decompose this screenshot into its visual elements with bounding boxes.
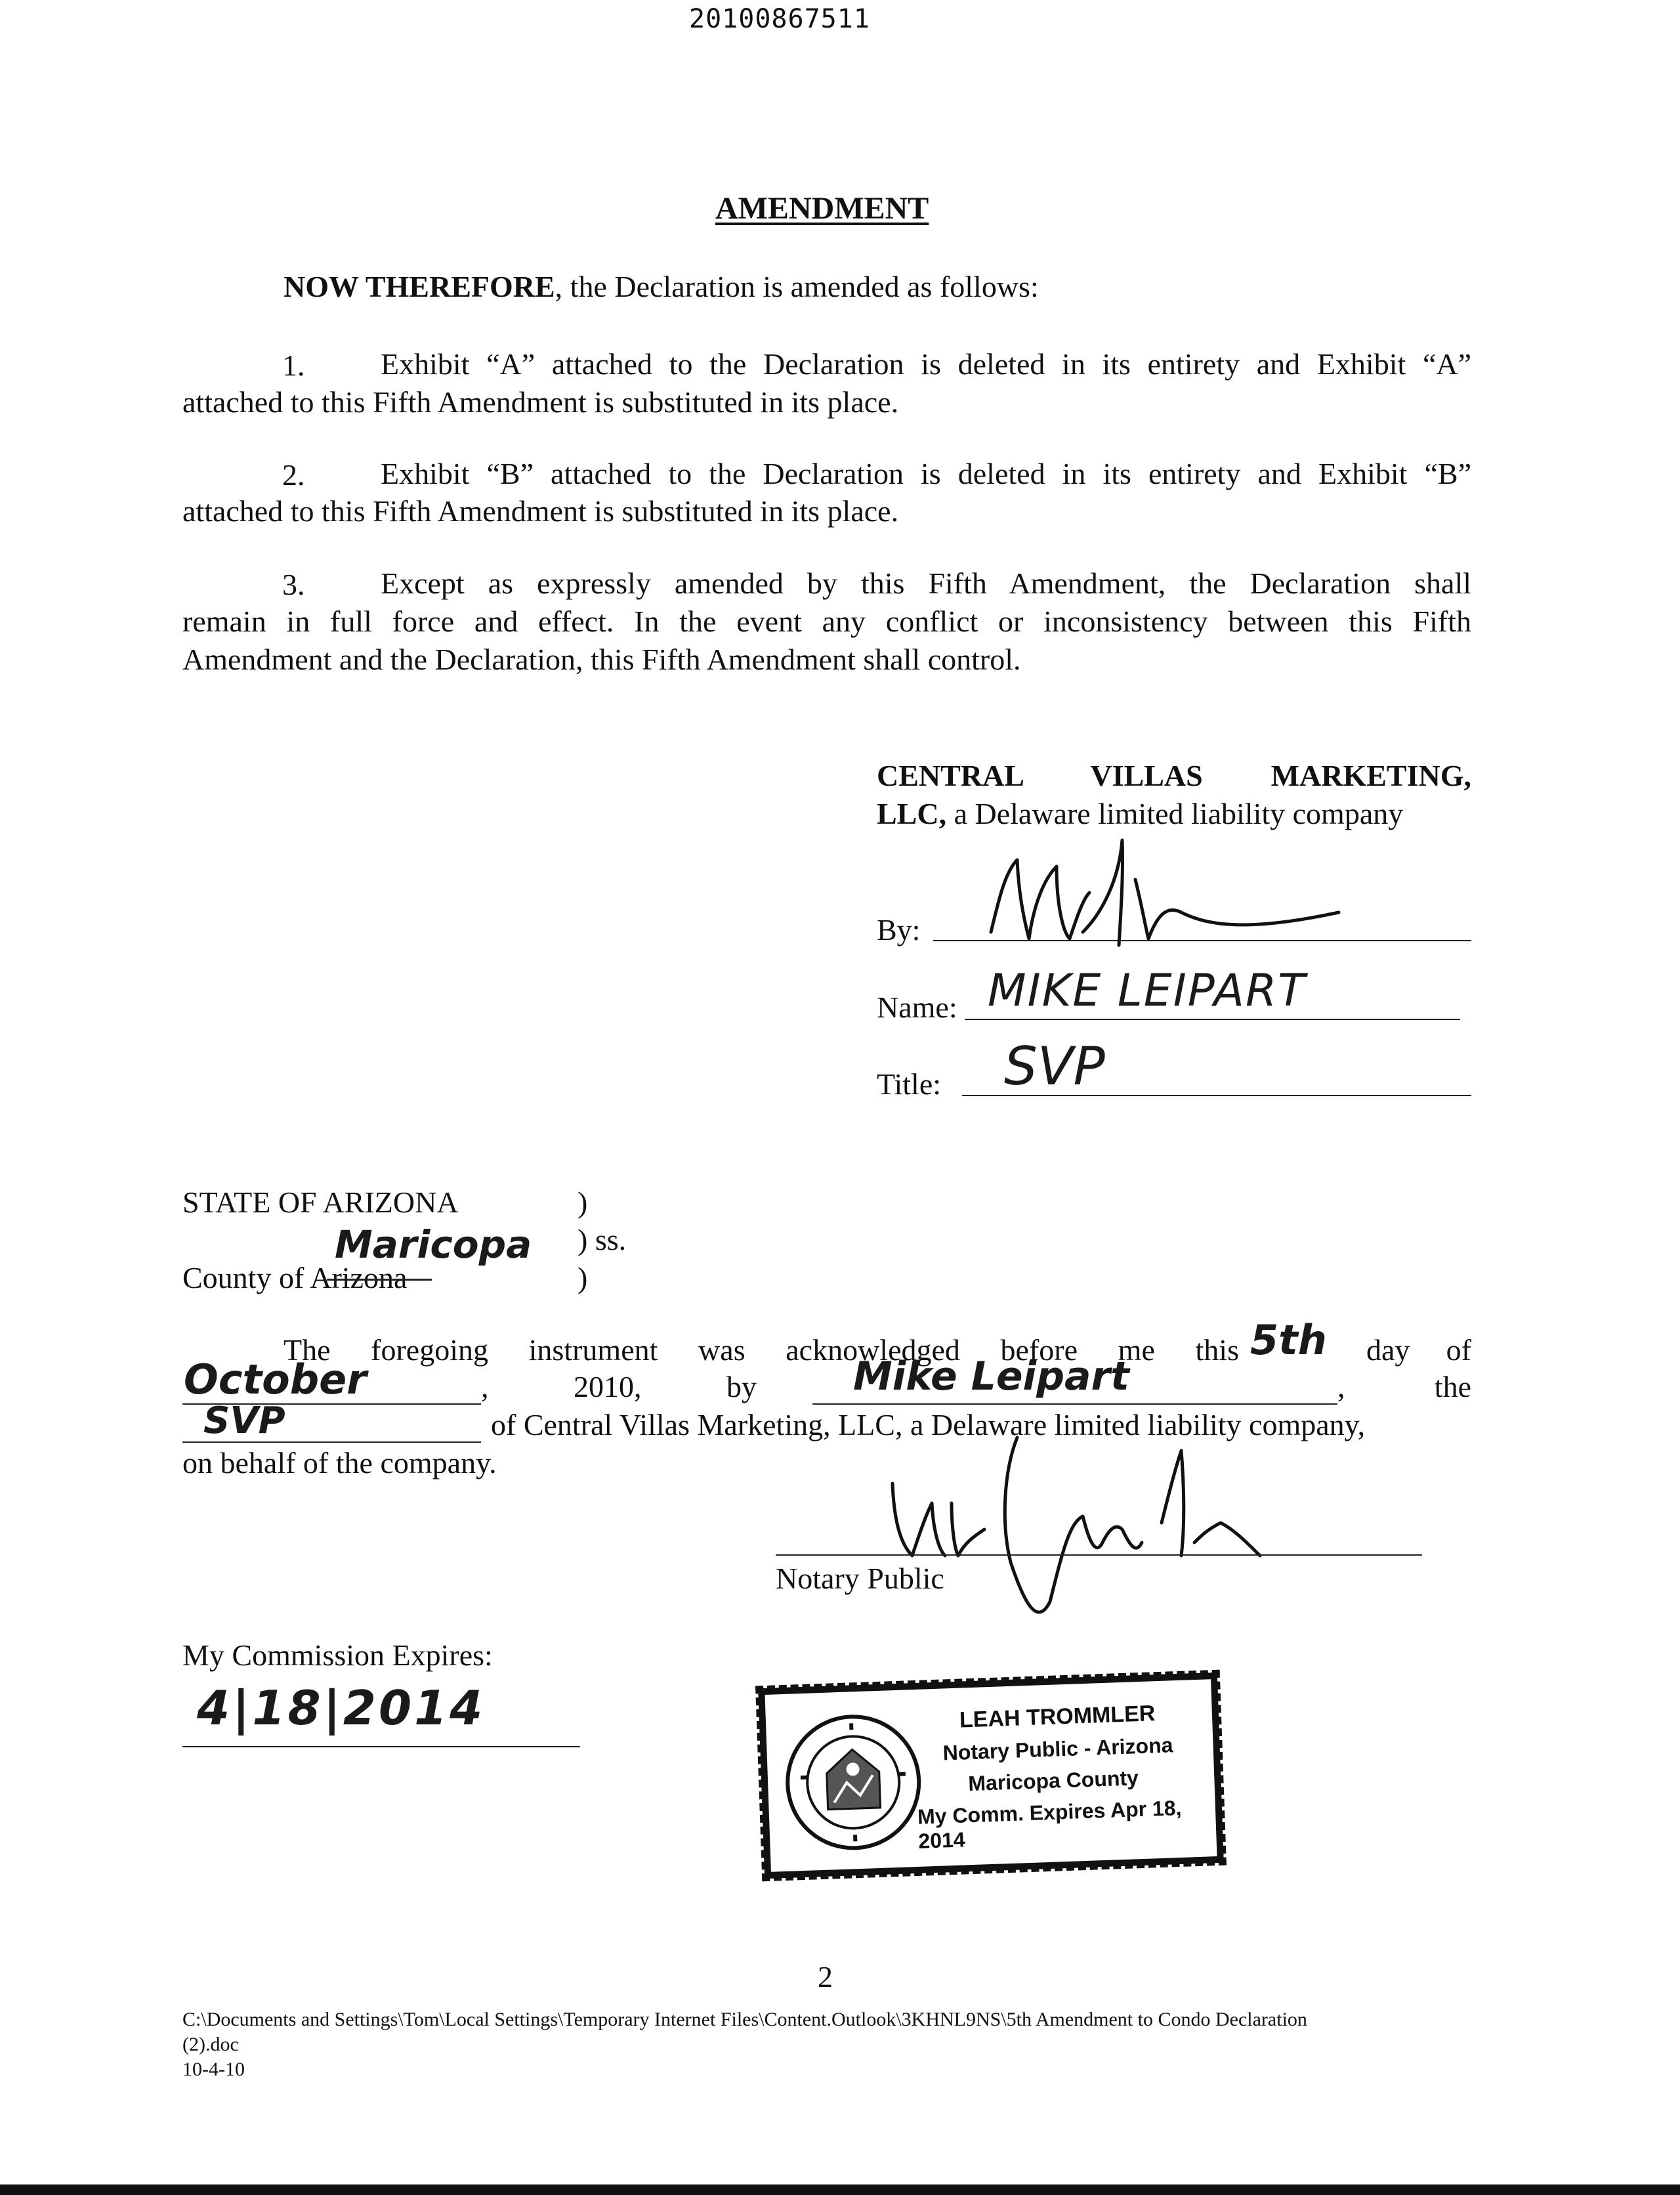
notary-signature: [853, 1431, 1312, 1648]
item-1-line2: attached to this Fifth Amendment is substituted in its place.: [182, 385, 899, 419]
company-name-line1: CENTRAL VILLAS MARKETING,: [877, 759, 1471, 792]
notary-public-label: Notary Public: [776, 1562, 944, 1595]
person-line: [812, 1403, 1337, 1405]
county-label: County of Arizona: [182, 1261, 408, 1294]
document-number: 20100867511: [689, 4, 870, 34]
commission-date-handwritten: 4|18|2014: [197, 1680, 486, 1736]
footer-date: 10-4-10: [182, 2058, 245, 2080]
name-line: [965, 1019, 1460, 1020]
month-handwritten: October: [184, 1355, 367, 1403]
ack-day-of: day of: [1366, 1333, 1471, 1367]
stamp-line1: LEAH TROMMLER: [959, 1701, 1156, 1733]
company-name-line2: [877, 796, 1403, 831]
notary-stamp: [758, 1673, 1224, 1879]
name-label: Name:: [877, 991, 957, 1024]
commission-line: [182, 1746, 580, 1747]
item-3-number: 3.: [282, 568, 305, 601]
on-behalf-text: on behalf of the company.: [182, 1446, 497, 1480]
item-1-line1: Exhibit “A” attached to the Declaration is deleted in its entirety and Exhibit “A”: [381, 347, 1471, 381]
title-notary-handwritten: SVP: [203, 1399, 285, 1442]
footer-path-line2: (2).doc: [182, 2034, 239, 2055]
by-label: By:: [877, 913, 921, 947]
year-text: , 2010, by: [481, 1370, 757, 1403]
item-2-line2: attached to this Fifth Amendment is substituted in its place.: [182, 494, 899, 528]
signature-mike-leipart: [971, 834, 1378, 965]
intro-bold: NOW THEREFORE: [284, 270, 555, 303]
stamp-line4: My Comm. Expires Apr 18, 2014: [917, 1795, 1183, 1853]
county-strike: [327, 1279, 432, 1281]
county-handwritten: Maricopa: [335, 1222, 532, 1267]
state-seal-icon: [778, 1708, 928, 1858]
intro-line: [284, 269, 1039, 304]
state-label: STATE OF ARIZONA: [182, 1185, 459, 1219]
bottom-scan-border: [0, 2184, 1680, 2195]
name-value-handwritten: MIKE LEIPART: [988, 965, 1307, 1017]
person-handwritten: Mike Leipart: [853, 1353, 1129, 1399]
intro-rest: , the Declaration is amended as follows:: [555, 270, 1039, 303]
item-2-number: 2.: [282, 458, 305, 492]
ss-label: ) ss.: [578, 1223, 627, 1256]
page-number: 2: [818, 1960, 833, 1993]
commission-label: My Commission Expires:: [182, 1638, 493, 1672]
title-value-handwritten: SVP: [1004, 1036, 1105, 1097]
amendment-heading: AMENDMENT: [715, 191, 929, 226]
ack-line1-text: The foregoing instrument was acknowledged before me this: [284, 1333, 1239, 1367]
footer-path-line1: C:\Documents and Settings\Tom\Local Settings\Temporary Internet Files\Content.Outlook\3KHNL9NS\5th Amendment to Condo Declaration: [182, 2009, 1307, 2030]
paren-1: ): [578, 1185, 588, 1219]
title-label: Title:: [877, 1067, 942, 1101]
item-3-line3: Amendment and the Declaration, this Fifth Amendment shall control.: [182, 643, 1021, 676]
notary-signature-line: [776, 1554, 1422, 1556]
paren-3: ): [578, 1261, 588, 1294]
company-description: a Delaware limited liability company: [946, 797, 1404, 830]
item-1-number: 1.: [282, 349, 305, 382]
day-handwritten: 5th: [1250, 1316, 1327, 1364]
stamp-line3: Maricopa County: [967, 1766, 1139, 1796]
item-2-line1: Exhibit “B” attached to the Declaration is deleted in its entirety and Exhibit “B”: [381, 457, 1471, 490]
company-llc: LLC,: [877, 797, 947, 830]
of-company-text: of Central Villas Marketing, LLC, a Delaware limited liability company,: [491, 1408, 1366, 1441]
item-3-line1: Except as expressly amended by this Fifth Amendment, the Declaration shall: [381, 566, 1471, 600]
stamp-line2: Notary Public - Arizona: [942, 1733, 1174, 1765]
item-3-line2: remain in full force and effect. In the event any conflict or inconsistency between this Fifth: [182, 605, 1471, 638]
title-notary-line: [182, 1441, 481, 1443]
the-text: , the: [1337, 1370, 1471, 1403]
